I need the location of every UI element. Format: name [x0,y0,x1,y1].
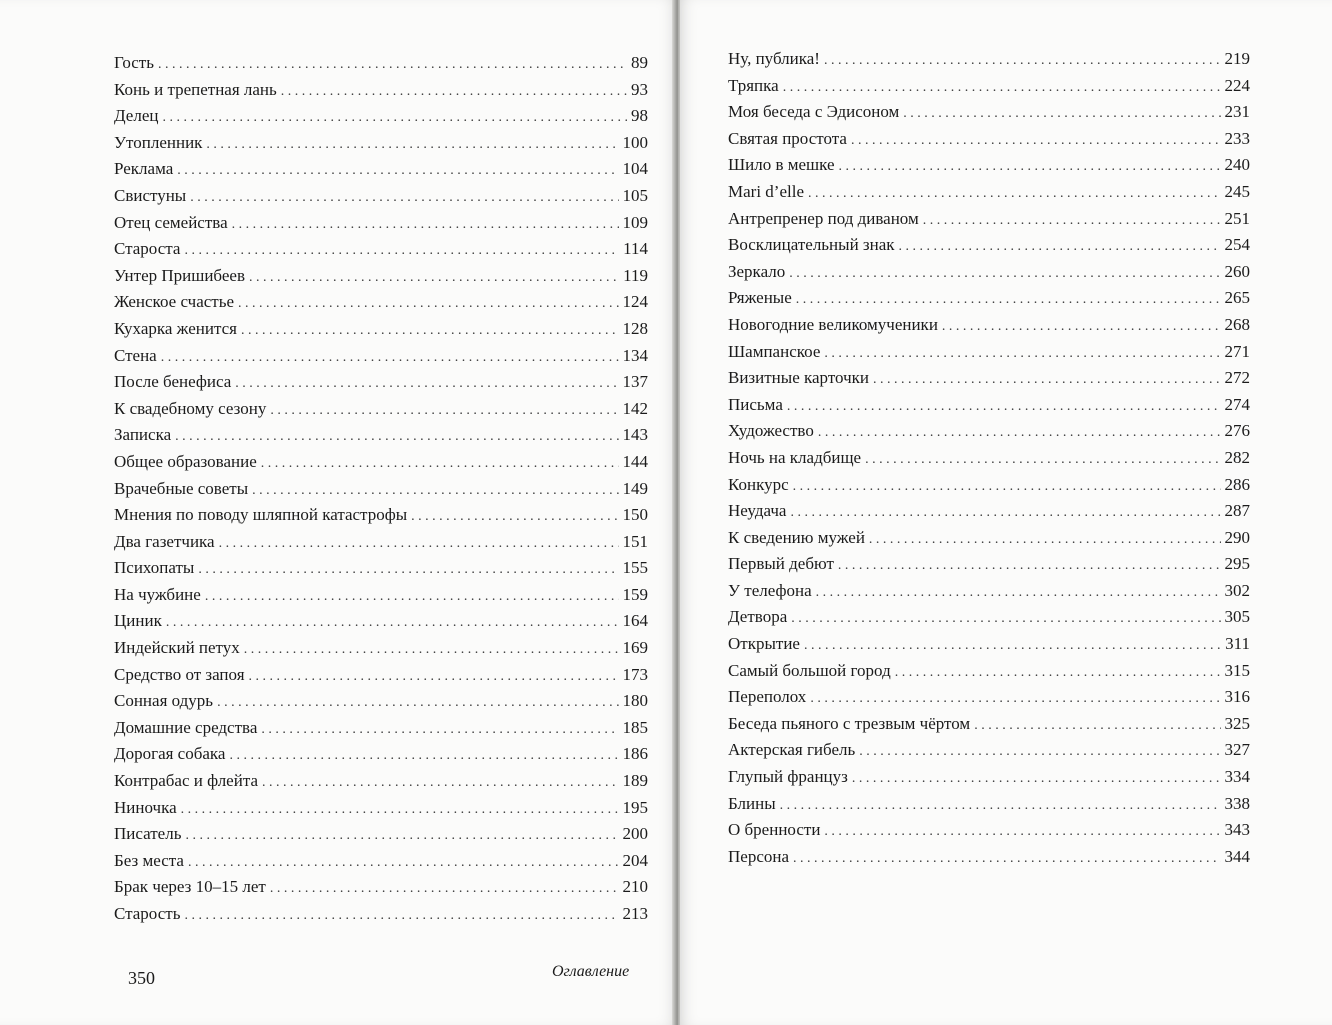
toc-entry-page: 114 [623,239,648,259]
toc-entry-title: Старость [114,904,181,923]
toc-entry-title: Делец [114,106,159,126]
toc-entry-page: 251 [1224,208,1250,228]
toc-entry-title: Переполох [728,687,807,707]
toc-entry-title: Художество [728,421,814,441]
dot-leader [411,502,618,531]
toc-entry [114,768,648,795]
toc-entry-page: 204 [622,850,648,870]
dot-leader [824,339,1220,368]
toc-entry-page: 240 [1224,155,1250,175]
toc-entry-page: 316 [1224,687,1250,707]
dot-leader [270,396,618,425]
toc-entry-page: 231 [1224,102,1250,122]
toc-entry [728,844,1250,871]
dot-leader [865,445,1220,474]
dot-leader [783,73,1221,102]
toc-entry-title: Циник [114,611,162,631]
dot-leader [244,635,619,664]
toc-entry-title: Психопаты [114,558,195,578]
dot-leader [184,901,618,930]
toc-entry-title: Свистуны [114,185,187,205]
toc-list-right [728,46,1250,870]
dot-leader [838,551,1221,580]
dot-leader [198,555,618,584]
dot-leader [161,343,619,372]
toc-entry [728,259,1250,286]
toc-entry-page: 128 [622,318,648,338]
toc-entry-title: Моя беседа с Эдисоном [728,102,900,122]
toc-entry-title: Женское счастье [114,292,235,312]
dot-leader [249,263,619,292]
toc-entry [114,555,648,582]
dot-leader [869,525,1221,554]
dot-leader [229,741,618,770]
toc-entry [728,764,1250,791]
toc-entry-title: Общее образование [114,451,257,471]
dot-leader [162,103,627,132]
dot-leader [824,46,1221,75]
dot-leader [851,126,1221,155]
toc-entry [114,263,648,290]
toc-entry-title: Домашние средства [114,717,258,737]
toc-entry [728,179,1250,206]
toc-entry-page: 315 [1224,660,1250,680]
toc-entry-page: 325 [1224,713,1250,733]
toc-entry [728,126,1250,153]
toc-entry-title: Кухарка женится [114,318,237,338]
dot-leader [232,210,619,239]
toc-entry-page: 302 [1224,580,1250,600]
dot-leader [793,844,1220,873]
dot-leader [852,764,1221,793]
toc-entry-title: Антрепренер под диваном [728,208,919,228]
toc-entry-title: Унтер Пришибеев [114,265,245,285]
toc-entry-title: Mari d’elle [728,181,804,201]
toc-entry [728,365,1250,392]
dot-leader [158,50,627,79]
toc-entry-title: Открытие [728,634,800,654]
toc-entry [728,392,1250,419]
dot-leader [859,737,1220,766]
running-title: Оглавление [552,963,630,980]
toc-entry [114,449,648,476]
dot-leader [262,768,618,797]
toc-entry-title: Ряженые [728,288,792,308]
toc-entry-title: Отец семейства [114,212,228,232]
toc-entry-page: 344 [1224,846,1250,866]
dot-leader [824,817,1220,846]
toc-entry [114,635,648,662]
toc-entry [114,848,648,875]
toc-entry-page: 219 [1224,49,1250,68]
toc-entry-title: У телефона [728,580,812,600]
toc-entry [114,901,648,928]
dot-leader [903,99,1220,128]
toc-entry-page: 155 [622,558,648,578]
toc-entry-page: 295 [1224,554,1250,574]
toc-entry-page: 137 [622,372,648,392]
toc-entry-title: Зеркало [728,261,786,281]
toc-entry-page: 200 [622,824,648,844]
toc-entry-page: 233 [1224,128,1250,148]
toc-entry [728,817,1250,844]
toc-entry-title: Ну, публика! [728,49,820,68]
dot-leader [895,658,1221,687]
toc-entry [728,631,1250,658]
dot-leader [206,130,618,159]
toc-entry-page: 286 [1224,474,1250,494]
toc-entry-page: 159 [622,584,648,604]
dot-leader [810,684,1220,713]
toc-entry-title: Первый дебют [728,554,834,574]
toc-entry-page: 151 [622,531,648,551]
toc-entry [728,418,1250,445]
toc-entry [114,874,648,901]
toc-entry-page: 93 [631,79,648,99]
toc-entry [728,578,1250,605]
toc-entry-page: 224 [1224,75,1250,95]
dot-leader [261,449,619,478]
toc-entry-title: Конь и трепетная лань [114,79,277,99]
toc-entry-page: 290 [1224,527,1250,547]
toc-entry [728,604,1250,631]
toc-entry-page: 210 [622,877,648,897]
dot-leader [177,156,618,185]
dot-leader [249,662,619,691]
toc-entry [114,741,648,768]
dot-leader [184,236,619,265]
dot-leader [839,152,1221,181]
dot-leader [235,369,618,398]
toc-entry-title: Неудача [728,501,787,521]
toc-entry-page: 142 [622,398,648,418]
dot-leader [241,316,619,345]
toc-entry-page: 276 [1224,421,1250,441]
toc-entry-title: Самый большой город [728,660,891,680]
toc-entry-page: 105 [622,185,648,205]
toc-entry-page: 180 [622,691,648,711]
toc-entry-page: 213 [622,904,648,923]
toc-entry [114,476,648,503]
toc-entry [728,711,1250,738]
toc-entry-title: Староста [114,239,181,259]
toc-entry-title: После бенефиса [114,372,232,392]
toc-entry [728,152,1250,179]
toc-entry [114,343,648,370]
toc-entry [728,99,1250,126]
toc-entry-page: 150 [622,505,648,525]
toc-entry-title: Визитные карточки [728,368,869,388]
dot-leader [873,365,1221,394]
toc-entry-page: 144 [622,451,648,471]
dot-leader [190,183,618,212]
toc-entry [114,156,648,183]
toc-entry-title: О бренности [728,820,821,840]
toc-entry [728,525,1250,552]
toc-entry-page: 327 [1224,740,1250,760]
toc-entry-page: 169 [622,638,648,658]
toc-entry [728,472,1250,499]
toc-entry-title: Писатель [114,824,182,844]
toc-entry-page: 287 [1224,501,1250,521]
toc-entry-title: Детвора [728,607,788,627]
toc-entry-page: 343 [1224,820,1250,840]
toc-entry-title: Записка [114,425,172,445]
toc-entry-title: Ночь на кладбище [728,447,862,467]
toc-entry-title: Без места [114,850,184,870]
toc-entry [728,285,1250,312]
toc-entry-title: Гость [114,53,154,72]
dot-leader [175,422,618,451]
toc-entry-page: 164 [622,611,648,631]
toc-entry-page: 260 [1224,261,1250,281]
toc-entry [114,103,648,130]
dot-leader [899,232,1221,261]
toc-entry-title: Индейский петух [114,638,240,658]
dot-leader [923,206,1221,235]
dot-leader [205,582,619,611]
toc-entry [114,608,648,635]
toc-entry [728,658,1250,685]
dot-leader [219,529,619,558]
toc-entry-title: Контрабас и флейта [114,771,259,791]
toc-entry-title: Актерская гибель [728,740,856,760]
toc-entry-page: 265 [1224,288,1250,308]
toc-entry [114,77,648,104]
toc-entry-title: Блины [728,793,776,813]
toc-entry-page: 149 [622,478,648,498]
toc-entry [114,236,648,263]
toc-entry-title: Стена [114,345,157,365]
toc-entry [114,582,648,609]
toc-entry-page: 195 [622,797,648,817]
dot-leader [261,715,618,744]
toc-entry [728,791,1250,818]
dot-leader [942,312,1221,341]
dot-leader [816,578,1221,607]
toc-entry [114,210,648,237]
toc-entry [728,684,1250,711]
toc-entry-title: Дорогая собака [114,744,226,764]
toc-entry-title: Восклицательный знак [728,235,895,255]
dot-leader [974,711,1220,740]
dot-leader [185,821,618,850]
toc-entry-title: Персона [728,846,790,866]
toc-entry-page: 185 [622,717,648,737]
toc-entry-title: Глупый француз [728,767,848,787]
toc-entry-title: Сонная одурь [114,691,214,711]
toc-list-left [114,50,648,928]
dot-leader [789,259,1220,288]
toc-entry [114,289,648,316]
toc-entry-title: Шампанское [728,341,821,361]
toc-entry [728,232,1250,259]
dot-leader [796,285,1221,314]
toc-entry [728,73,1250,100]
toc-entry [114,396,648,423]
toc-entry-title: Письма [728,394,783,414]
toc-entry [728,498,1250,525]
toc-entry-page: 186 [622,744,648,764]
toc-entry [114,50,648,77]
dot-leader [252,476,618,505]
toc-entry-page: 109 [622,212,648,232]
toc-entry [728,551,1250,578]
toc-entry [728,46,1250,73]
dot-leader [166,608,619,637]
dot-leader [281,77,627,106]
dot-leader [780,791,1221,820]
toc-entry-title: Шило в мешке [728,155,835,175]
toc-entry-page: 89 [631,53,648,72]
toc-entry [728,445,1250,472]
dot-leader [787,392,1221,421]
toc-entry-title: Беседа пьяного с трезвым чёртом [728,713,971,733]
toc-entry [728,339,1250,366]
toc-entry-title: Реклама [114,159,174,179]
toc-entry [114,130,648,157]
toc-entry-page: 271 [1224,341,1250,361]
toc-entry-page: 134 [622,345,648,365]
toc-entry-page: 124 [622,292,648,312]
toc-entry-title: Брак через 10–15 лет [114,877,266,897]
toc-entry [728,312,1250,339]
dot-leader [790,498,1220,527]
dot-leader [181,795,619,824]
toc-entry-page: 104 [622,159,648,179]
toc-entry-title: Два газетчика [114,531,215,551]
toc-entry-page: 272 [1224,368,1250,388]
toc-entry-page: 98 [631,106,648,126]
dot-leader [793,472,1221,501]
toc-entry-title: Новогодние великомученики [728,314,938,334]
toc-entry-page: 338 [1224,793,1250,813]
dot-leader [791,604,1220,633]
toc-entry [114,502,648,529]
toc-entry-page: 282 [1224,447,1250,467]
toc-entry [114,369,648,396]
dot-leader [804,631,1221,660]
toc-entry [114,715,648,742]
dot-leader [270,874,619,903]
toc-entry [114,688,648,715]
toc-entry-title: Тряпка [728,75,779,95]
dot-leader [818,418,1221,447]
toc-entry-page: 268 [1224,314,1250,334]
toc-entry-page: 305 [1224,607,1250,627]
toc-entry [114,795,648,822]
dot-leader [188,848,619,877]
toc-entry [728,206,1250,233]
toc-entry-page: 334 [1224,767,1250,787]
toc-entry-page: 274 [1224,394,1250,414]
dot-leader [217,688,618,717]
toc-entry [114,821,648,848]
toc-entry-page: 100 [622,132,648,152]
toc-entry-page: 254 [1224,235,1250,255]
toc-entry-page: 173 [622,664,648,684]
dot-leader [808,179,1221,208]
toc-entry-page: 119 [623,265,648,285]
toc-entry-page: 245 [1224,181,1250,201]
toc-entry [114,422,648,449]
toc-entry-title: Средство от запоя [114,664,245,684]
toc-entry-title: Конкурс [728,474,789,494]
toc-entry-page: 311 [1225,634,1250,654]
toc-entry-title: На чужбине [114,584,201,604]
toc-entry-title: К сведению мужей [728,527,865,547]
toc-entry-title: Мнения по поводу шляпной катастрофы [114,505,408,525]
dot-leader [238,289,618,318]
toc-entry-title: Утопленник [114,132,203,152]
toc-entry-title: Святая простота [728,128,847,148]
toc-entry-title: К свадебному сезону [114,398,267,418]
toc-entry-title: Ниночка [114,797,177,817]
toc-entry [114,662,648,689]
toc-entry-title: Врачебные советы [114,478,249,498]
toc-entry [728,737,1250,764]
page-number: 350 [128,968,155,988]
toc-entry [114,316,648,343]
toc-entry-page: 143 [622,425,648,445]
toc-entry-page: 189 [622,771,648,791]
toc-entry [114,183,648,210]
toc-entry [114,529,648,556]
